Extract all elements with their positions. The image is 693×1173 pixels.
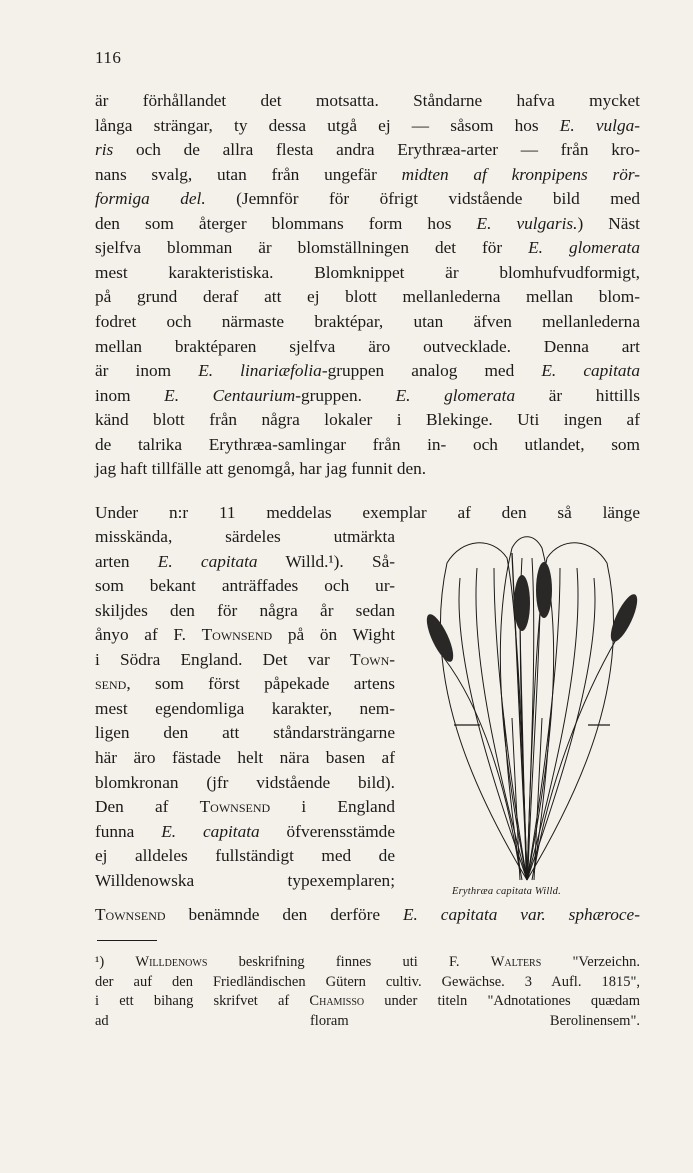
text-segment: Walters [490,954,542,970]
text-segment: E. glomerata [528,238,640,258]
text-line [95,992,640,1010]
text-line [95,973,640,991]
text-line [95,574,395,599]
text-segment: benämnde den derföre [165,905,403,924]
text-segment: mest karakteristiska. Blomknippet är blomhufvudformigt, [95,262,640,282]
text-segment: känd blott från några lokaler i Blekinge. Uti ingen af [95,410,640,430]
text-line [95,114,640,139]
text-line [95,795,395,820]
text-line [95,384,640,409]
text-line [95,771,395,796]
text-line [95,433,640,458]
text-segment: , som först påpekade artens [126,674,395,694]
text-segment: inom [95,385,165,405]
text-segment: misskända, särdeles utmärkta [95,527,395,546]
text-segment: formiga del. [95,189,206,209]
text-segment: Willdenowska typexemplaren; [95,870,395,890]
text-segment: jag haft tillfälle att genomgå, har jag funnit den. [95,459,427,479]
text-segment: Den af [95,797,200,817]
text-segment: Chamisso [309,993,365,1009]
text-line [95,236,640,261]
text-segment: arten [95,551,158,571]
text-segment: E. vulga- [559,115,640,135]
text-line [95,648,395,673]
text-segment: blomkronan (jfr vidstående bild). [95,772,395,792]
text-segment: på ön Wight [272,625,395,645]
text-segment: beskrifning finnes uti F. [207,954,491,970]
text-segment: der auf den Friedländischen Gütern cultiv. Gewächse. 3 Aufl. 1815", [95,973,640,990]
text-line [95,820,395,845]
text-line [95,501,640,526]
text-segment: ris [95,140,114,160]
text-segment: Willd.¹). Så- [257,551,395,571]
text-line [95,89,640,114]
text-segment: Town- [350,649,395,669]
text-segment: Under n:r 11 meddelas exemplar af den så länge [95,503,640,522]
text-segment: ligen den att ståndarsträngarne [95,723,395,743]
text-line [95,310,640,335]
text-segment: ånyo af F. [95,625,202,645]
text-line [95,903,640,928]
text-segment: är förhållandet det motsatta. Ståndarne hafva mycket [95,91,640,110]
text-segment: E. glomerata [395,385,516,405]
text-line [95,672,395,697]
text-segment: långa strängar, ty dessa utgå ej — såsom hos [95,115,560,135]
text-line [95,525,395,550]
text-line [95,335,640,360]
text-segment: Townsend [201,625,273,645]
text-segment: i ett bihang skrifvet af [95,993,310,1009]
footnote-divider [97,940,157,941]
text-segment: är hittills [515,385,640,405]
text-line [95,163,640,188]
text-segment: send [95,674,127,694]
text-segment: "Verzeichn. [541,954,640,970]
text-line [95,550,395,575]
text-segment: -gruppen. [295,385,396,405]
figure-caption: Erythræa capitata Willd. [452,886,561,897]
text-line [95,285,640,310]
text-segment: här äro fästade helt nära basen af [95,747,395,767]
text-line [95,359,640,384]
text-line [95,953,640,971]
text-line [95,844,395,869]
text-segment: mellan braktéparen sjelfva äro outvecklade. Denna art [95,336,640,356]
text-line [95,697,395,722]
text-segment: och de allra flesta andra Erythræa-arter — från kro- [113,140,640,160]
text-line [95,138,640,163]
text-line [95,261,640,286]
text-segment: är inom [95,361,199,381]
text-segment: på grund deraf att ej blott mellanlederna mellan blom- [95,287,640,307]
text-segment: nans svalg, utan från ungefär [95,164,402,184]
botanical-illustration [412,528,642,898]
text-line [95,408,640,433]
text-line [95,1012,640,1030]
text-segment: ¹) [95,954,136,970]
text-segment: i Södra England. Det var [95,649,351,669]
text-segment: under titeln "Adnotationes quædam [364,993,640,1009]
text-line [95,599,395,624]
text-segment: E. capitata [157,551,258,571]
text-line [95,623,395,648]
text-segment: E. vulgaris. [476,213,578,233]
page-number: 116 [95,48,122,67]
flower-drawing-icon [412,528,642,898]
text-segment: midten af kronpipens rör- [401,164,641,184]
text-segment: mest egendomliga karakter, nem- [95,698,395,718]
text-segment: E. capitata [161,821,260,841]
text-segment: ) Näst [577,213,640,233]
text-segment: Townsend [95,905,166,924]
text-segment: ad floram Berolinensem". [95,1012,640,1029]
text-segment: (Jemnför för öfrigt vidstående bild med [205,189,641,209]
text-segment: Townsend [199,797,271,817]
text-segment: i England [270,797,395,817]
text-segment: ej alldeles fullständigt med de [95,846,395,866]
text-segment: sjelfva blomman är blomställningen det för [95,238,529,258]
text-segment: E. Centaurium [164,385,296,405]
text-line [95,721,395,746]
text-segment: den som återger blommans form hos [95,213,477,233]
text-segment: -gruppen analog med [321,361,542,381]
text-segment: E. linariæfolia [198,361,322,381]
text-segment: skiljdes den för några år sedan [95,600,395,620]
text-line [95,212,640,237]
text-line [95,457,640,482]
text-segment: E. capitata var. sphæroce- [403,905,640,924]
text-segment: Willdenows [135,954,208,970]
text-line [95,187,640,212]
text-line [95,746,395,771]
text-segment: funna [95,821,162,841]
text-segment: öfverensstämde [259,821,395,841]
text-segment: fodret och närmaste braktépar, utan äfven mellanlederna [95,311,640,331]
text-segment: som bekant anträffades och ur- [95,576,395,596]
text-segment: de talrika Erythræa-samlingar från in- och utlandet, som [95,434,640,454]
text-segment: E. capitata [541,361,640,381]
text-line [95,869,395,894]
